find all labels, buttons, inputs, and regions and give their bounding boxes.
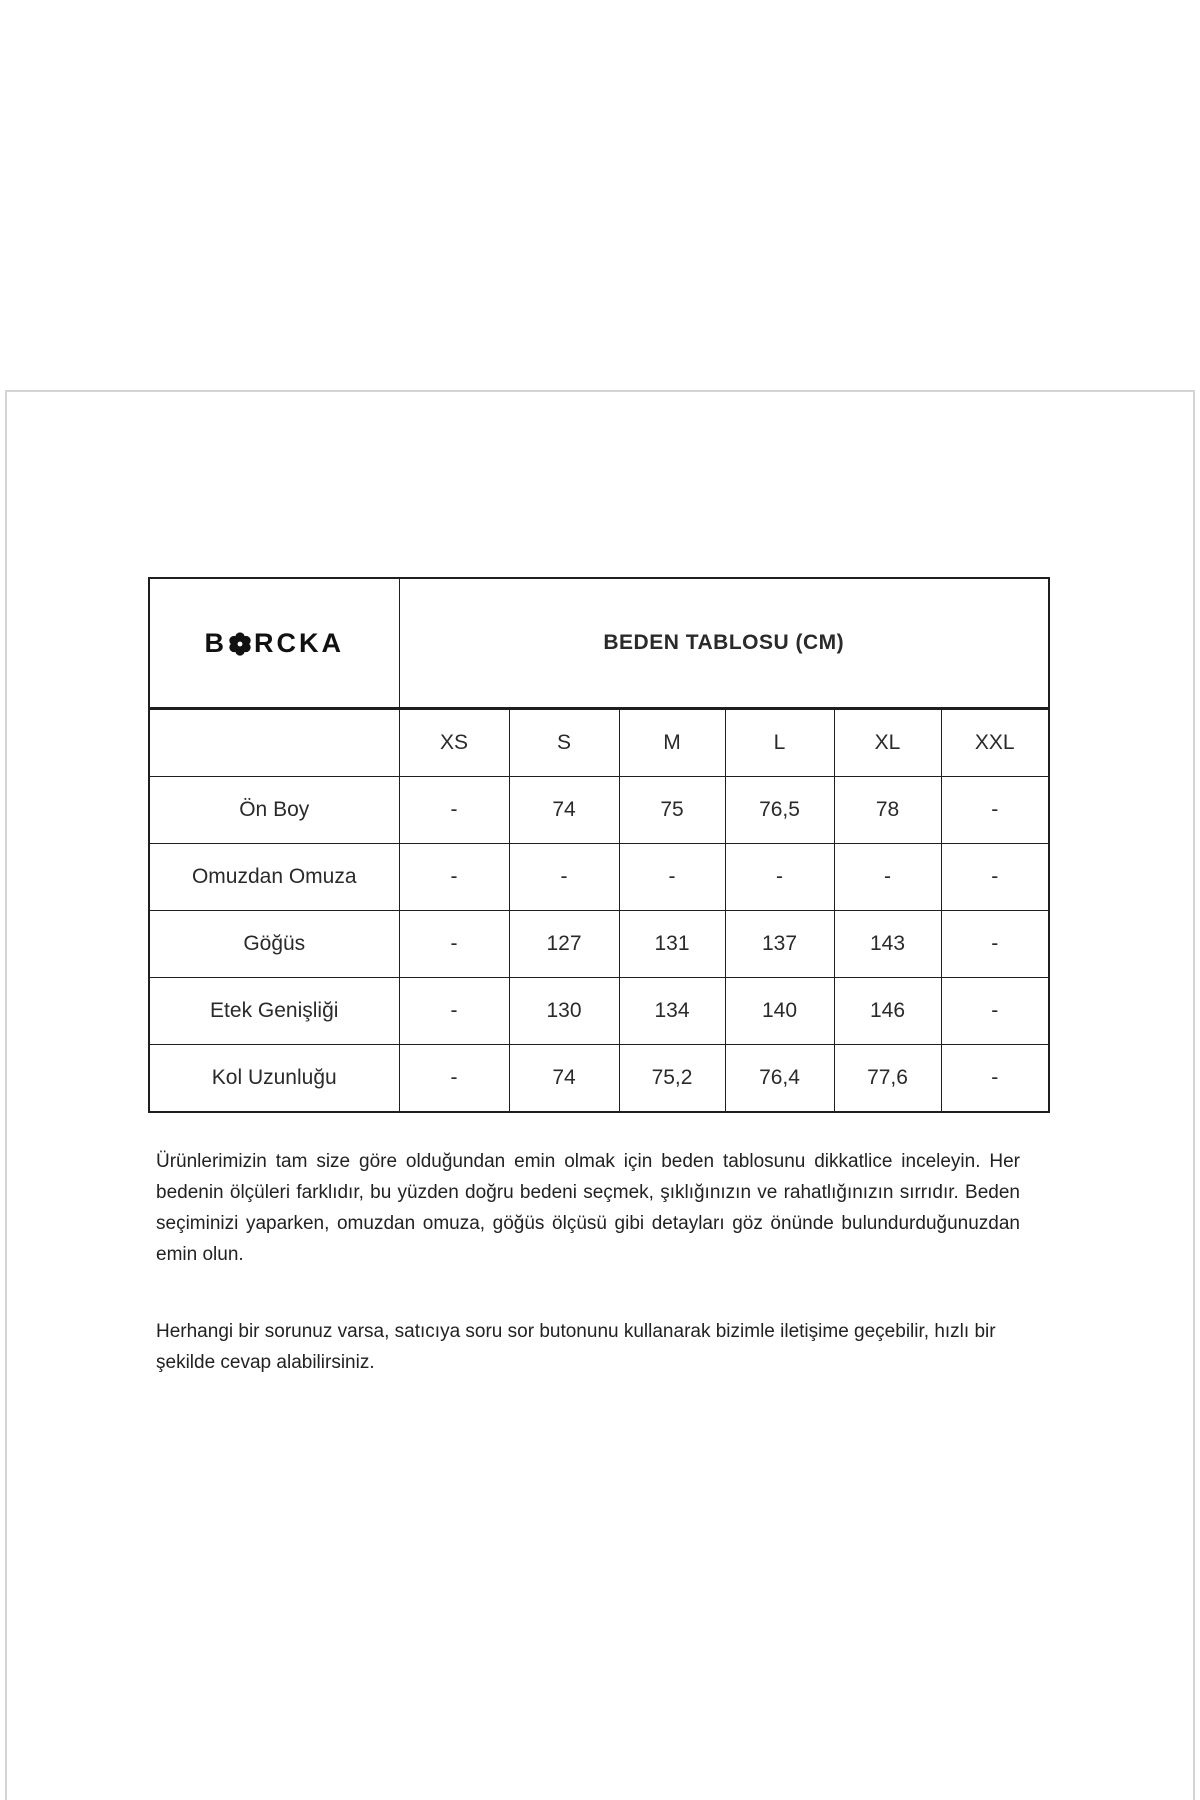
size-header-row: [149, 709, 1049, 777]
table-cell: 140: [725, 978, 834, 1045]
table-cell: -: [941, 1045, 1049, 1113]
empty-corner-cell: [149, 709, 399, 777]
table-cell: -: [941, 911, 1049, 978]
row-label: Göğüs: [149, 911, 399, 978]
size-header-xs: XS: [399, 709, 509, 777]
table-cell: 76,4: [725, 1045, 834, 1113]
logo-text-prefix: B: [204, 627, 227, 658]
table-cell: 75: [619, 777, 725, 844]
table-cell: -: [941, 844, 1049, 911]
logo-text-suffix: RCKA: [254, 627, 344, 658]
table-cell: -: [725, 844, 834, 911]
table-cell: 143: [834, 911, 941, 978]
row-label: Etek Genişliği: [149, 978, 399, 1045]
table-header-row: [149, 578, 1049, 709]
table-cell: -: [399, 1045, 509, 1113]
size-table: [148, 577, 1050, 1113]
table-cell: -: [399, 911, 509, 978]
table-row-kol-uzunlugu: [149, 1045, 1049, 1113]
table-cell: 131: [619, 911, 725, 978]
table-cell: 127: [509, 911, 619, 978]
size-header-l: L: [725, 709, 834, 777]
note-paragraph-1: Ürünlerimizin tam size göre olduğundan emin olmak için beden tablosunu dikkatlice inceleyin. Her bedenin ölçüleri farklıdır, bu yüzden doğru bedeni seçmek, şıklığınızın ve rahatlığınızın sırrıdır. Beden seçiminizi yaparken, omuzdan omuza, göğüs ölçüsü gibi detayları göz önünde bulundurduğunuzdan emin olun.: [156, 1151, 1020, 1265]
borcka-logo: [205, 628, 345, 659]
table-title: BEDEN TABLOSU (CM): [399, 578, 1049, 709]
table-cell: -: [509, 844, 619, 911]
notes-block: [156, 1146, 1020, 1378]
table-cell: 74: [509, 777, 619, 844]
table-cell: -: [619, 844, 725, 911]
table-cell: 78: [834, 777, 941, 844]
table-cell: 146: [834, 978, 941, 1045]
table-cell: -: [941, 777, 1049, 844]
row-label: Kol Uzunluğu: [149, 1045, 399, 1113]
logo-cell: [149, 578, 399, 709]
table-cell: 137: [725, 911, 834, 978]
table-cell: 75,2: [619, 1045, 725, 1113]
table-cell: -: [399, 777, 509, 844]
table-row-on-boy: [149, 777, 1049, 844]
table-cell: -: [834, 844, 941, 911]
table-cell: -: [941, 978, 1049, 1045]
table-cell: -: [399, 978, 509, 1045]
row-label: Omuzdan Omuza: [149, 844, 399, 911]
table-cell: 76,5: [725, 777, 834, 844]
table-row-etek-genisligi: [149, 978, 1049, 1045]
table-cell: 74: [509, 1045, 619, 1113]
size-header-s: S: [509, 709, 619, 777]
table-cell: 134: [619, 978, 725, 1045]
table-row-gogus: [149, 911, 1049, 978]
table-cell: 77,6: [834, 1045, 941, 1113]
note-paragraph-2: Herhangi bir sorunuz varsa, satıcıya soru sor butonunu kullanarak bizimle iletişime geçebilir, hızlı bir şekilde cevap alabilirsiniz.: [156, 1321, 996, 1373]
row-label: Ön Boy: [149, 777, 399, 844]
table-cell: -: [399, 844, 509, 911]
size-header-m: M: [619, 709, 725, 777]
table-row-omuzdan-omuza: [149, 844, 1049, 911]
flower-icon: [227, 631, 253, 657]
size-header-xxl: XXL: [941, 709, 1049, 777]
size-header-xl: XL: [834, 709, 941, 777]
table-cell: 130: [509, 978, 619, 1045]
